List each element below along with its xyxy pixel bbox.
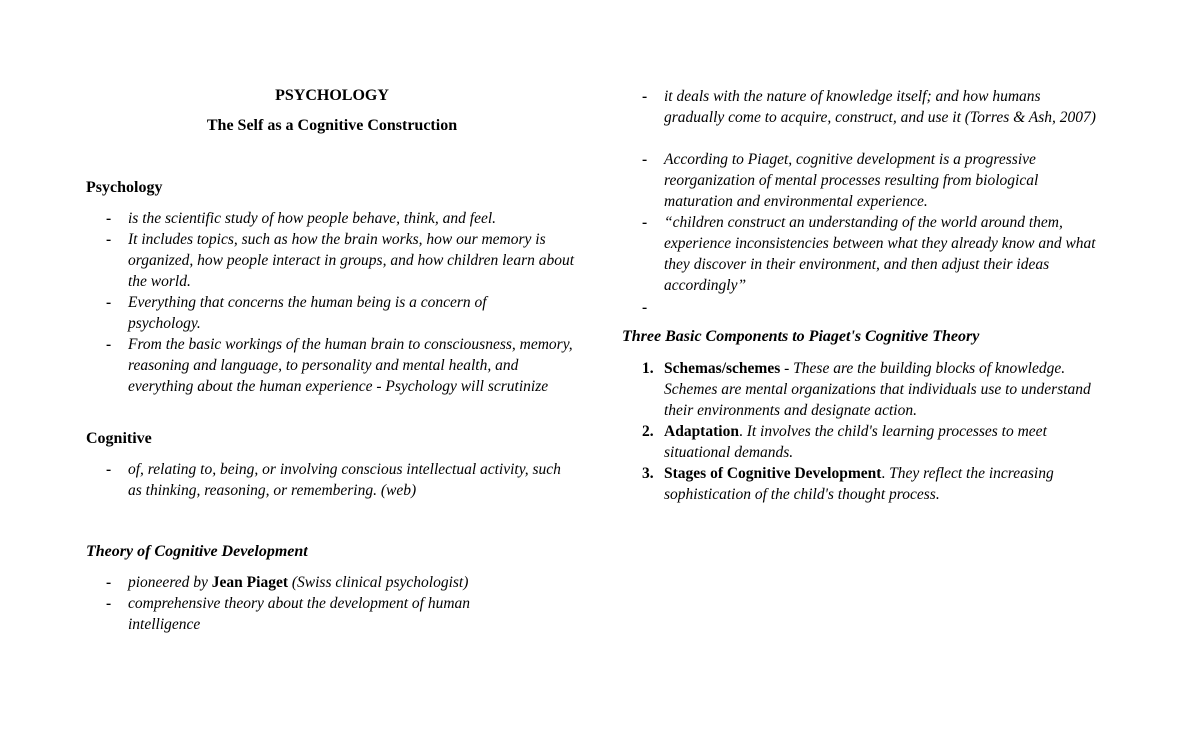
item-number: 2. [642, 423, 654, 440]
list-item-text: “children construct an understanding of the world around them, experience inconsistencies between what they already know and what they discover in their environment, and then adjust their ideas accordingly” [664, 214, 1096, 294]
bullet-dash: - [642, 299, 648, 316]
item-text-before: pioneered by [128, 574, 212, 591]
list-item [106, 208, 576, 229]
list-item-text: According to Piaget, cognitive development is a progressive reorganization of mental processes resulting from biological maturation and environmental experience. [664, 151, 1039, 210]
list-item-text: It includes topics, such as how the brain works, how our memory is organized, how people interact in groups, and how children learn about the world. [128, 231, 575, 290]
list-item [106, 292, 546, 334]
item-separator: . [881, 465, 890, 482]
item-number: 3. [642, 465, 654, 482]
item-description: These are the building blocks of knowledge. Schemes are mental organizations that individuals use to understand their environments and designate action. [664, 360, 1091, 419]
list-item-text: From the basic workings of the human brain to consciousness, memory, reasoning and language, to personality and mental health, and everything about the human experience - Psychology will scrutinize [128, 336, 573, 395]
item-number: 1. [642, 360, 654, 377]
bullet-dash: - [106, 210, 112, 227]
item-term: Adaptation [664, 423, 739, 440]
item-description: It involves the child's learning processes to meet situational demands. [664, 423, 1047, 461]
bullet-dash: - [642, 88, 648, 105]
numbered-item-body [664, 358, 1112, 421]
item-term: Schemas/schemes [664, 360, 781, 377]
jean-piaget-name: Jean Piaget [211, 574, 288, 591]
document-subtitle: The Self as a Cognitive Construction [206, 117, 458, 134]
item-term: Stages of Cognitive Development [664, 465, 882, 482]
list-item-text: Everything that concerns the human being is a concern of psychology. [128, 294, 487, 332]
bullet-dash: - [106, 231, 112, 248]
bullet-dash: - [106, 595, 112, 612]
list-item-text: of, relating to, being, or involving conscious intellectual activity, such as thinking, reasoning, or remembering. (web) [128, 461, 561, 499]
bullet-dash: - [106, 336, 112, 353]
item-separator: . [738, 423, 747, 440]
numbered-item [642, 358, 1112, 421]
numbered-item [642, 463, 1112, 505]
list-item [106, 334, 576, 397]
psychology-heading: Psychology [86, 179, 163, 196]
numbered-item [642, 421, 1112, 463]
document-title: PSYCHOLOGY [275, 87, 389, 104]
list-item [106, 229, 576, 292]
bullet-dash: - [106, 574, 112, 591]
list-item-text: is the scientific study of how people behave, think, and feel. [128, 210, 497, 227]
list-item [106, 459, 576, 501]
list-item [642, 212, 1112, 296]
numbered-item-body [664, 421, 1112, 463]
bullet-dash: - [642, 151, 648, 168]
bullet-dash: - [106, 461, 112, 478]
item-separator: - [780, 360, 794, 377]
components-heading: Three Basic Components to Piaget's Cognitive Theory [622, 328, 980, 345]
list-item-text [128, 572, 576, 593]
list-item [642, 149, 1102, 212]
item-description: They reflect the increasing sophistication of the child's thought process. [664, 465, 1054, 503]
bullet-dash: - [106, 294, 112, 311]
list-item [642, 86, 1102, 128]
list-item [106, 572, 576, 593]
item-text-after: (Swiss clinical psychologist) [288, 574, 469, 591]
bullet-dash: - [642, 214, 648, 231]
theory-heading: Theory of Cognitive Development [86, 543, 308, 560]
list-item [106, 593, 526, 635]
list-item-text: comprehensive theory about the development of human intelligence [128, 595, 471, 633]
cognitive-heading: Cognitive [86, 430, 152, 447]
numbered-item-body [664, 463, 1112, 505]
list-item-text: it deals with the nature of knowledge itself; and how humans gradually come to acquire, construct, and use it (Torres & Ash, 2007) [664, 88, 1096, 126]
